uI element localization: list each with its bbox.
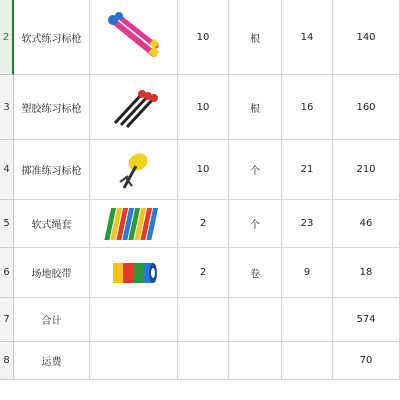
cell-unit-price[interactable]: 21 <box>282 140 333 200</box>
cell-unit-price[interactable]: 14 <box>282 0 333 75</box>
cell-empty[interactable] <box>282 298 333 342</box>
cell-empty[interactable] <box>178 298 229 342</box>
cell-item-image[interactable] <box>90 200 178 248</box>
cell-grand-total[interactable]: 574 <box>333 298 400 342</box>
cell-unit-price[interactable]: 9 <box>282 248 333 298</box>
plastic-javelin-icon <box>109 85 159 129</box>
cell-empty[interactable] <box>90 298 178 342</box>
tape-rolls-icon <box>109 255 159 291</box>
cell-item-name[interactable]: 软式绳套 <box>14 200 90 248</box>
cell-shipping-label[interactable]: 运费 <box>14 342 90 380</box>
target-javelin-icon <box>114 148 154 192</box>
cell-empty[interactable] <box>229 342 282 380</box>
row-header-7[interactable]: 7 <box>0 298 14 342</box>
soft-rope-ring-icon <box>104 204 164 244</box>
cell-item-name[interactable]: 软式练习标枪 <box>14 0 90 75</box>
cell-empty[interactable] <box>178 342 229 380</box>
row-header-2[interactable]: 2 <box>0 0 14 75</box>
cell-shipping-amount[interactable]: 70 <box>333 342 400 380</box>
row-header-6[interactable]: 6 <box>0 248 14 298</box>
cell-total[interactable]: 18 <box>333 248 400 298</box>
cell-unit[interactable]: 卷 <box>229 248 282 298</box>
cell-unit[interactable]: 根 <box>229 0 282 75</box>
cell-item-name[interactable]: 掷准练习标枪 <box>14 140 90 200</box>
cell-total[interactable]: 140 <box>333 0 400 75</box>
cell-item-image[interactable] <box>90 140 178 200</box>
row-header-3[interactable]: 3 <box>0 75 14 140</box>
cell-unit[interactable]: 个 <box>229 200 282 248</box>
cell-item-image[interactable] <box>90 75 178 140</box>
row-header-8[interactable]: 8 <box>0 342 14 380</box>
cell-quantity[interactable]: 10 <box>178 75 229 140</box>
cell-empty[interactable] <box>90 342 178 380</box>
cell-unit[interactable]: 个 <box>229 140 282 200</box>
cell-empty[interactable] <box>229 298 282 342</box>
soft-javelin-icon <box>104 12 164 62</box>
cell-total[interactable]: 210 <box>333 140 400 200</box>
cell-item-name[interactable]: 场地胶带 <box>14 248 90 298</box>
cell-total[interactable]: 46 <box>333 200 400 248</box>
cell-item-name[interactable]: 塑胶练习标枪 <box>14 75 90 140</box>
cell-quantity[interactable]: 10 <box>178 140 229 200</box>
cell-total-label[interactable]: 合计 <box>14 298 90 342</box>
cell-unit-price[interactable]: 23 <box>282 200 333 248</box>
cell-item-image[interactable] <box>90 0 178 75</box>
row-header-4[interactable]: 4 <box>0 140 14 200</box>
row-header-5[interactable]: 5 <box>0 200 14 248</box>
cell-item-image[interactable] <box>90 248 178 298</box>
cell-total[interactable]: 160 <box>333 75 400 140</box>
cell-empty[interactable] <box>282 342 333 380</box>
cell-quantity[interactable]: 2 <box>178 200 229 248</box>
cell-quantity[interactable]: 10 <box>178 0 229 75</box>
cell-unit-price[interactable]: 16 <box>282 75 333 140</box>
cell-quantity[interactable]: 2 <box>178 248 229 298</box>
cell-unit[interactable]: 根 <box>229 75 282 140</box>
